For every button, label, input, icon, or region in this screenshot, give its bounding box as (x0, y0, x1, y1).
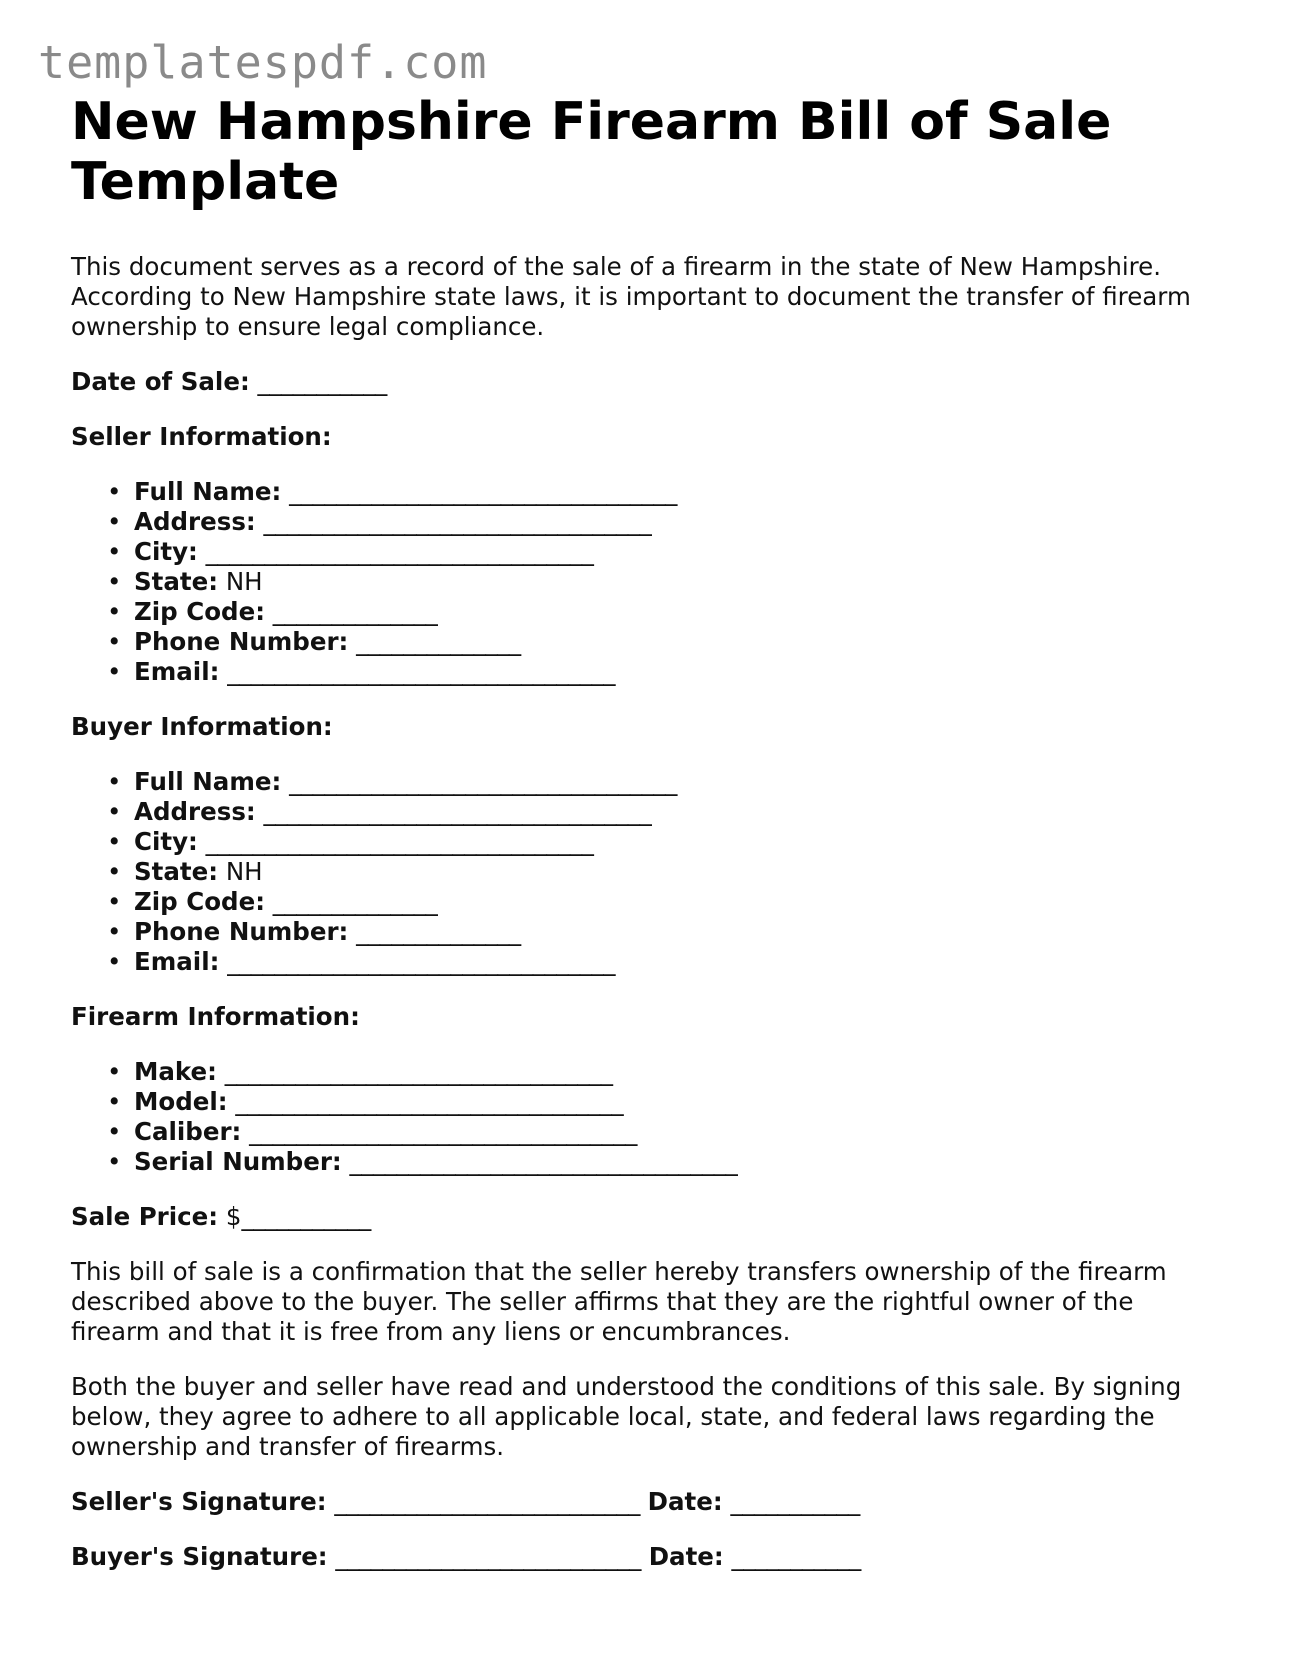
sale-price (71, 1202, 1221, 1232)
field-label: Make: (134, 1057, 217, 1086)
field-label: Email: (134, 657, 220, 686)
field-label: Zip Code: (134, 887, 265, 916)
bullet: • (107, 797, 122, 826)
field-label: Full Name: (134, 477, 282, 506)
buyer-email (107, 947, 1221, 977)
agreement-paragraph: Both the buyer and seller have read and understood the conditions of this sale. By signing below, they agree to adhere to all applicable local, state, and federal laws regarding the ownership and transfer of firearms. (71, 1372, 1182, 1461)
bullet: • (107, 507, 122, 536)
field-blank[interactable]: _________________________________ (224, 1057, 613, 1086)
field-blank[interactable]: _________________________________ (205, 537, 594, 566)
buyer-full-name (107, 767, 1221, 797)
seller-address (107, 507, 1221, 537)
sale-price-label: Sale Price: (71, 1202, 219, 1231)
firearm-heading: Firearm Information: (71, 1002, 360, 1031)
buyer-date-blank[interactable]: ___________ (731, 1542, 861, 1571)
page-title: New Hampshire Firearm Bill of Sale Template (71, 92, 1112, 212)
bullet: • (107, 827, 122, 856)
firearm-make (107, 1057, 1221, 1087)
field-blank[interactable]: _________________________________ (205, 827, 594, 856)
seller-state (107, 567, 1221, 597)
field-blank[interactable]: ______________ (356, 627, 521, 656)
bullet: • (107, 1117, 122, 1146)
watermark: templatespdf.com (38, 36, 488, 89)
field-label: Phone Number: (134, 627, 349, 656)
seller-email (107, 657, 1221, 687)
sale-price-blank[interactable]: ___________ (241, 1202, 371, 1231)
buyer-address (107, 797, 1221, 827)
date-of-sale-blank[interactable]: ___________ (257, 367, 387, 396)
bullet: • (107, 857, 122, 886)
bullet: • (107, 917, 122, 946)
field-blank[interactable]: _________________________________ (227, 947, 615, 976)
seller-phone-number (107, 627, 1221, 657)
seller-zip-code (107, 597, 1221, 627)
buyer-heading: Buyer Information: (71, 712, 333, 741)
buyer-signature-row (71, 1542, 1221, 1572)
bullet: • (107, 657, 122, 686)
firearm-serial-number (107, 1147, 1221, 1177)
buyer-signature-blank[interactable]: __________________________ (335, 1542, 641, 1571)
firearm-caliber (107, 1117, 1221, 1147)
currency-symbol: $ (225, 1202, 242, 1231)
field-label: City: (134, 827, 198, 856)
field-label: Model: (134, 1087, 228, 1116)
document-page (71, 92, 1221, 1597)
bullet: • (107, 627, 122, 656)
field-blank[interactable]: _________________________________ (289, 477, 677, 506)
field-label: City: (134, 537, 198, 566)
field-label: Caliber: (134, 1117, 242, 1146)
bullet: • (107, 947, 122, 976)
bullet: • (107, 1087, 122, 1116)
field-blank[interactable]: _________________________________ (289, 767, 677, 796)
buyer-state (107, 857, 1221, 887)
field-blank[interactable]: ______________ (356, 917, 521, 946)
buyer-fields (71, 767, 1221, 977)
seller-heading: Seller Information: (71, 422, 332, 451)
seller-date-label: Date: (647, 1487, 723, 1516)
firearm-fields (71, 1057, 1221, 1177)
seller-signature-blank[interactable]: __________________________ (334, 1487, 640, 1516)
firearm-model (107, 1087, 1221, 1117)
field-label: Address: (134, 797, 256, 826)
field-label: State: (134, 567, 219, 596)
bullet: • (107, 767, 122, 796)
seller-fields (71, 477, 1221, 687)
field-blank[interactable]: _________________________________ (263, 797, 652, 826)
field-label: Full Name: (134, 767, 282, 796)
field-label: Address: (134, 507, 256, 536)
field-label: State: (134, 857, 219, 886)
seller-signature-label: Seller's Signature: (71, 1487, 327, 1516)
seller-full-name (107, 477, 1221, 507)
field-blank[interactable]: _________________________________ (235, 1087, 624, 1116)
field-value: NH (225, 857, 263, 886)
date-of-sale-label: Date of Sale: (71, 367, 250, 396)
bullet: • (107, 1057, 122, 1086)
field-blank[interactable]: _________________________________ (349, 1147, 738, 1176)
field-label: Serial Number: (134, 1147, 342, 1176)
buyer-city (107, 827, 1221, 857)
bullet: • (107, 597, 122, 626)
field-value: NH (225, 567, 263, 596)
bullet: • (107, 477, 122, 506)
field-blank[interactable]: ______________ (272, 597, 438, 626)
bullet: • (107, 1147, 122, 1176)
bullet: • (107, 567, 122, 596)
buyer-phone-number (107, 917, 1221, 947)
field-blank[interactable]: ______________ (272, 887, 438, 916)
date-of-sale (71, 367, 1221, 397)
seller-signature-row (71, 1487, 1221, 1517)
field-label: Zip Code: (134, 597, 265, 626)
buyer-zip-code (107, 887, 1221, 917)
field-blank[interactable]: _________________________________ (249, 1117, 637, 1146)
seller-date-blank[interactable]: ___________ (730, 1487, 860, 1516)
buyer-signature-label: Buyer's Signature: (71, 1542, 328, 1571)
confirmation-paragraph: This bill of sale is a confirmation that the seller hereby transfers ownership of the firearm described above to the buyer. The seller affirms that they are the rightful owner of the firearm and that it is free from any liens or encumbrances. (71, 1257, 1167, 1346)
field-label: Email: (134, 947, 220, 976)
field-blank[interactable]: _________________________________ (263, 507, 652, 536)
intro-paragraph: This document serves as a record of the sale of a firearm in the state of New Hampshire. According to New Hampshire state laws, it is important to document the transfer of firearm ownership to ensure legal compliance. (71, 252, 1191, 341)
field-blank[interactable]: _________________________________ (227, 657, 615, 686)
bullet: • (107, 537, 122, 566)
buyer-date-label: Date: (648, 1542, 724, 1571)
seller-city (107, 537, 1221, 567)
bullet: • (107, 887, 122, 916)
field-label: Phone Number: (134, 917, 349, 946)
